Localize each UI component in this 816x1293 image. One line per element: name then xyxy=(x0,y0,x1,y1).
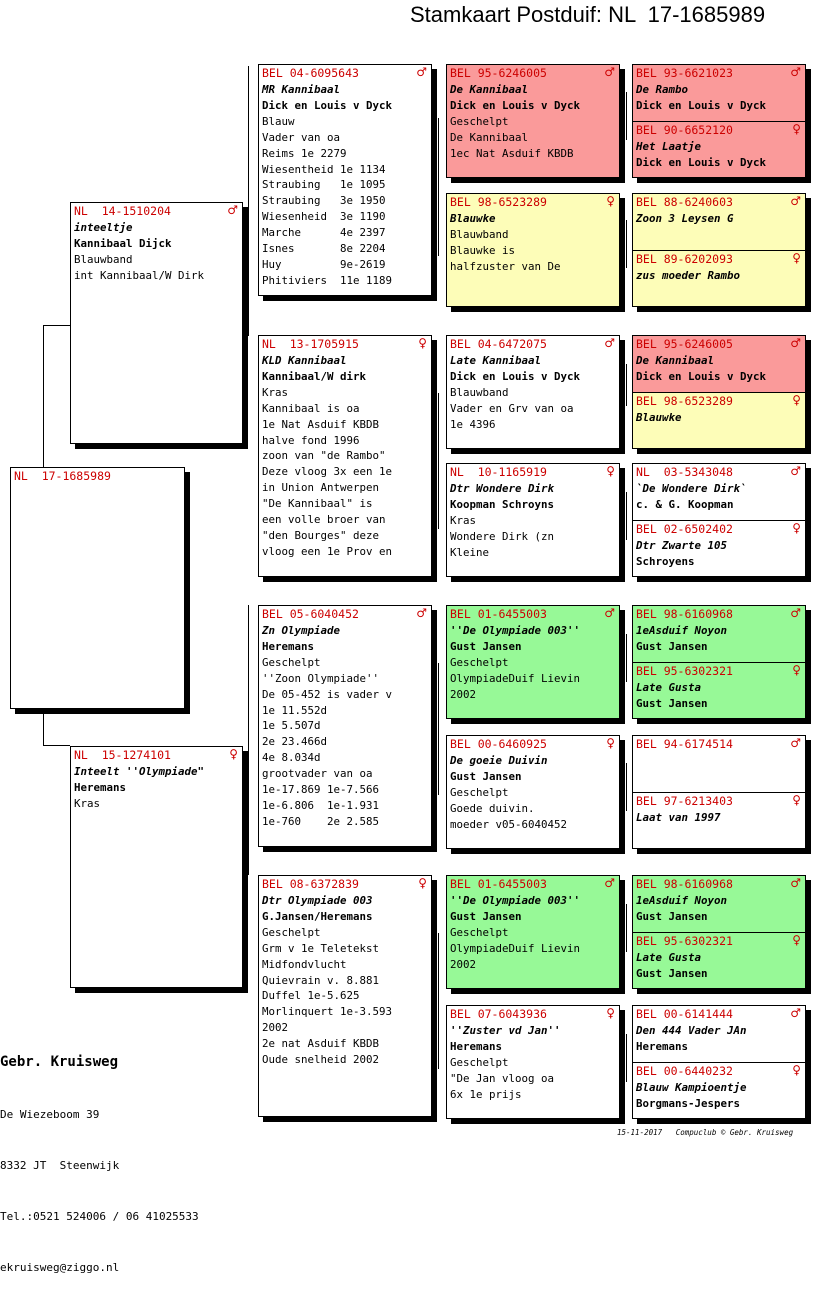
info-line: halve fond 1996 xyxy=(262,433,360,447)
info-line: Blauwke is xyxy=(450,243,516,257)
connector-line xyxy=(626,220,627,268)
info-line: Huy 9e-2619 xyxy=(262,257,386,271)
grandparent-card-2[interactable] xyxy=(258,335,432,577)
pigeon-name: `De Wondere Dirk` xyxy=(636,482,747,495)
pigeon-name: Laat van 1997 xyxy=(636,811,721,824)
pigeon-owner: Dick en Louis v Dyck xyxy=(450,98,581,112)
ring-number: BEL 95-6302321 xyxy=(636,934,733,948)
female-icon: ♀ xyxy=(606,464,615,478)
info-line: 1e-760 2e 2.585 xyxy=(262,814,380,828)
pigeon-owner: Gust Jansen xyxy=(636,909,708,923)
info-line: Geschelpt xyxy=(262,925,321,939)
pigeon-owner: Borgmans-Jespers xyxy=(636,1096,741,1110)
female-icon: ♀ xyxy=(418,876,427,890)
ring-number: NL 03-5343048 xyxy=(636,465,733,479)
great-grandparent-card-6[interactable] xyxy=(446,735,620,849)
ancestor-card[interactable] xyxy=(633,792,805,826)
pigeon-owner: Gust Jansen xyxy=(450,639,522,653)
pigeon-name: Late Kannibaal xyxy=(450,354,542,367)
info-line: 1e 5.507d xyxy=(262,719,321,733)
pigeon-owner: Dick en Louis v Dyck xyxy=(636,155,767,169)
info-line: Geschelpt xyxy=(450,655,509,669)
info-line: Blauwband xyxy=(450,227,509,241)
ancestor-card[interactable] xyxy=(633,606,805,662)
pigeon-name: 1eAsduif Noyon xyxy=(636,624,728,637)
pigeon-owner: Kannibaal Dijck xyxy=(74,236,172,250)
ring-number: BEL 08-6372839 xyxy=(262,877,359,891)
connector-line xyxy=(626,1034,627,1082)
father-card[interactable] xyxy=(70,202,243,444)
pigeon-owner: Dick en Louis v Dyck xyxy=(636,98,767,112)
ring-number: BEL 07-6043936 xyxy=(450,1007,547,1021)
info-line: 1ec Nat Asduif KBDB xyxy=(450,146,574,160)
info-line: 1e 11.552d xyxy=(262,703,328,717)
pigeon-owner: Gust Jansen xyxy=(636,696,708,710)
connector-line xyxy=(248,605,249,875)
pigeon-owner: G.Jansen/Heremans xyxy=(262,909,373,923)
great-grandparent-card-3[interactable] xyxy=(446,335,620,449)
ring-number: BEL 95-6246005 xyxy=(636,337,733,351)
info-line: Geschelpt xyxy=(450,114,509,128)
connector-line xyxy=(626,492,627,540)
male-icon: ♂ xyxy=(790,736,801,750)
female-icon: ♀ xyxy=(606,194,615,208)
info-line: Wiesentheid 1e 1134 xyxy=(262,162,386,176)
male-icon: ♂ xyxy=(790,876,801,890)
info-line: een volle broer van xyxy=(262,513,386,527)
info-line: OlympiadeDuif Lievin xyxy=(450,671,581,685)
info-line: Reims 1e 2279 xyxy=(262,146,347,160)
ring-number: BEL 95-6302321 xyxy=(636,664,733,678)
pigeon-owner: Heremans xyxy=(450,1039,503,1053)
info-line: Vader en Grv van oa xyxy=(450,401,574,415)
info-line: 1e 4396 xyxy=(450,417,496,431)
pigeon-name: Late Gusta xyxy=(636,951,702,964)
male-icon: ♂ xyxy=(604,606,615,620)
owner-name: Gebr. Kruisweg xyxy=(0,1054,119,1070)
pigeon-owner: Gust Jansen xyxy=(636,639,708,653)
info-line: ''Zoon Olympiade'' xyxy=(262,671,380,685)
ancestor-pair-1 xyxy=(632,64,806,178)
ancestor-card[interactable] xyxy=(633,932,805,982)
ancestor-card[interactable] xyxy=(633,662,805,712)
female-icon: ♀ xyxy=(792,663,801,677)
info-line: Geschelpt xyxy=(262,655,321,669)
male-icon: ♂ xyxy=(790,1006,801,1020)
pigeon-name: Blauw Kampioentje xyxy=(636,1081,747,1094)
pigeon-name: Inteelt ''Olympiade" xyxy=(74,765,205,778)
footer-credit: 15-11-2017 Compuclub © Gebr. Kruisweg xyxy=(617,1128,794,1137)
owner-address: De Wiezeboom 39 xyxy=(0,1108,100,1121)
info-line: halfzuster van De xyxy=(450,259,561,273)
pigeon-name: Late Gusta xyxy=(636,681,702,694)
female-icon: ♀ xyxy=(606,1006,615,1020)
info-line: zoon van "de Rambo" xyxy=(262,449,386,463)
info-line: Marche 4e 2397 xyxy=(262,226,386,240)
page-title: Stamkaart Postduif: NL 17-1685989 xyxy=(410,2,766,27)
pigeon-name: Blauwke xyxy=(636,411,682,424)
pigeon-name: Dtr Olympiade 003 xyxy=(262,894,373,907)
pigeon-name: De goeie Duivin xyxy=(450,754,548,767)
ring-number: BEL 88-6240603 xyxy=(636,195,733,209)
info-line: De 05-452 is vader v xyxy=(262,687,393,701)
male-icon: ♂ xyxy=(416,606,427,620)
info-line: Geschelpt xyxy=(450,925,509,939)
ring-number: BEL 04-6472075 xyxy=(450,337,547,351)
info-line: Geschelpt xyxy=(450,1055,509,1069)
great-grandparent-card-1[interactable] xyxy=(446,64,620,178)
owner-city: 8332 JT Steenwijk xyxy=(0,1159,120,1172)
female-icon: ♀ xyxy=(418,336,427,350)
ring-number: BEL 00-6141444 xyxy=(636,1007,733,1021)
owner-block xyxy=(0,1018,199,1293)
ancestor-card[interactable] xyxy=(633,250,805,284)
pigeon-name: De Kannibaal xyxy=(636,354,715,367)
info-line: Midfondvlucht xyxy=(262,957,347,971)
ancestor-card[interactable] xyxy=(633,464,805,520)
info-line: vloog een 1e Prov en xyxy=(262,544,393,558)
ancestor-card[interactable] xyxy=(633,392,805,449)
male-icon: ♂ xyxy=(790,65,801,79)
pigeon-name: Dtr Wondere Dirk xyxy=(450,482,555,495)
male-icon: ♂ xyxy=(790,606,801,620)
ring-number: BEL 01-6455003 xyxy=(450,607,547,621)
pigeon-name: Zoon 3 Leysen G xyxy=(636,212,734,225)
ring-number: BEL 90-6652120 xyxy=(636,123,733,137)
info-line: Blauwband xyxy=(450,385,509,399)
grandparent-card-3[interactable] xyxy=(258,605,432,847)
male-icon: ♂ xyxy=(604,65,615,79)
pigeon-owner: Dick en Louis v Dyck xyxy=(450,369,581,383)
ring-number: BEL 93-6621023 xyxy=(636,66,733,80)
pigeon-owner: Dick en Louis v Dyck xyxy=(636,369,767,383)
female-icon: ♀ xyxy=(792,933,801,947)
pigeon-owner: Heremans xyxy=(262,639,315,653)
connector-line xyxy=(43,745,70,746)
ring-number: BEL 98-6160968 xyxy=(636,607,733,621)
ring-number: NL 14-1510204 xyxy=(74,204,171,218)
male-icon: ♂ xyxy=(790,194,801,208)
ring-number: BEL 98-6523289 xyxy=(636,394,733,408)
female-icon: ♀ xyxy=(792,1063,801,1077)
pigeon-owner: c. & G. Koopman xyxy=(636,497,734,511)
info-line: Wondere Dirk (zn xyxy=(450,529,555,543)
ring-number: NL 10-1165919 xyxy=(450,465,547,479)
ancestor-card[interactable] xyxy=(633,1062,805,1112)
pigeon-name: Dtr Zwarte 105 xyxy=(636,539,728,552)
info-line: Kannibaal is oa xyxy=(262,401,360,415)
info-line: in Union Antwerpen xyxy=(262,481,380,495)
info-line: Straubing 1e 1095 xyxy=(262,178,386,192)
female-icon: ♀ xyxy=(792,393,801,407)
info-line: Morlinquert 1e-3.593 xyxy=(262,1005,393,1019)
pigeon-owner: Dick en Louis v Dyck xyxy=(262,98,393,112)
info-line: Kras xyxy=(74,796,101,810)
connector-line xyxy=(438,118,439,256)
pigeon-name: 1eAsduif Noyon xyxy=(636,894,728,907)
female-icon: ♀ xyxy=(792,521,801,535)
info-line: Kras xyxy=(262,385,289,399)
info-line: Grm v 1e Teletekst xyxy=(262,941,380,955)
info-line: Goede duivin. xyxy=(450,801,535,815)
female-icon: ♀ xyxy=(229,747,238,761)
ancestor-pair-7 xyxy=(632,875,806,989)
connector-line xyxy=(626,904,627,952)
info-line: Duffel 1e-5.625 xyxy=(262,989,360,1003)
pigeon-owner: Heremans xyxy=(74,780,127,794)
info-line: Wiesenheid 3e 1190 xyxy=(262,210,386,224)
info-line: 2002 xyxy=(450,687,477,701)
ancestor-pair-3 xyxy=(632,335,806,449)
pigeon-owner: Gust Jansen xyxy=(450,769,522,783)
info-line: Kras xyxy=(450,513,477,527)
info-line: 1e Nat Asduif KBDB xyxy=(262,417,380,431)
owner-phone: Tel.:0521 524006 / 06 41025533 xyxy=(0,1210,199,1223)
connector-line xyxy=(438,393,439,529)
ring-number: BEL 94-6174514 xyxy=(636,737,733,751)
info-line: Kleine xyxy=(450,545,490,559)
grandparent-card-1[interactable] xyxy=(258,64,432,296)
info-line: int Kannibaal/W Dirk xyxy=(74,268,205,282)
female-icon: ♀ xyxy=(606,736,615,750)
info-line: Quievrain v. 8.881 xyxy=(262,973,380,987)
pigeon-owner: Kannibaal/W dirk xyxy=(262,369,367,383)
pigeon-name: ''De Olympiade 003'' xyxy=(450,894,581,907)
info-line: grootvader van oa xyxy=(262,767,373,781)
pigeon-name: MR Kannibaal xyxy=(262,83,341,96)
ancestor-pair-6 xyxy=(632,735,806,849)
pigeon-name: ''Zuster vd Jan'' xyxy=(450,1024,561,1037)
info-line: 2002 xyxy=(262,1021,289,1035)
ancestor-card[interactable] xyxy=(633,1006,805,1062)
info-line: Straubing 3e 1950 xyxy=(262,194,386,208)
pigeon-name: Blauwke xyxy=(450,212,496,225)
connector-line xyxy=(626,364,627,406)
pigeon-name: KLD Kannibaal xyxy=(262,354,347,367)
male-icon: ♂ xyxy=(227,203,238,217)
pigeon-owner: Gust Jansen xyxy=(450,909,522,923)
pigeon-name: inteeltje xyxy=(74,221,133,234)
info-line: 4e 8.034d xyxy=(262,751,321,765)
ring-number: BEL 89-6202093 xyxy=(636,252,733,266)
info-line: OlympiadeDuif Lievin xyxy=(450,941,581,955)
male-icon: ♂ xyxy=(790,336,801,350)
ring-number: BEL 01-6455003 xyxy=(450,877,547,891)
pigeon-name: Het Laatje xyxy=(636,140,702,153)
info-line: 1e-17.869 1e-7.566 xyxy=(262,783,380,797)
pigeon-name: Den 444 Vader JAn xyxy=(636,1024,747,1037)
ring-number: BEL 05-6040452 xyxy=(262,607,359,621)
info-line: Isnes 8e 2204 xyxy=(262,242,386,256)
ring-number: BEL 04-6095643 xyxy=(262,66,359,80)
info-line: 1e-6.806 1e-1.931 xyxy=(262,798,380,812)
ring-number: BEL 97-6213403 xyxy=(636,794,733,808)
great-grandparent-card-8[interactable] xyxy=(446,1005,620,1119)
ancestor-card[interactable] xyxy=(633,194,805,250)
info-line: 6x 1e prijs xyxy=(450,1087,522,1101)
grandparent-card-4[interactable] xyxy=(258,875,432,1117)
pigeon-owner: Gust Jansen xyxy=(636,966,708,980)
info-line: moeder v05-6040452 xyxy=(450,817,568,831)
pigeon-name: De Kannibaal xyxy=(450,83,529,96)
female-icon: ♀ xyxy=(792,251,801,265)
subject-card[interactable] xyxy=(10,467,185,709)
female-icon: ♀ xyxy=(792,122,801,136)
ancestor-card[interactable] xyxy=(633,520,805,570)
ancestor-card[interactable] xyxy=(633,336,805,392)
info-line: 2e nat Asduif KBDB xyxy=(262,1037,380,1051)
info-line: De Kannibaal xyxy=(450,130,529,144)
great-grandparent-card-5[interactable] xyxy=(446,605,620,719)
male-icon: ♂ xyxy=(790,464,801,478)
connector-line xyxy=(438,663,439,795)
pigeon-name: zus moeder Rambo xyxy=(636,269,741,282)
info-line: Oude snelheid 2002 xyxy=(262,1053,380,1067)
ring-number: BEL 02-6502402 xyxy=(636,522,733,536)
owner-email[interactable]: ekruisweg@ziggo.nl xyxy=(0,1261,120,1274)
info-line: Geschelpt xyxy=(450,785,509,799)
ancestor-card[interactable] xyxy=(633,736,805,792)
male-icon: ♂ xyxy=(604,876,615,890)
connector-line xyxy=(626,634,627,682)
info-line: "den Bourges" deze xyxy=(262,528,380,542)
male-icon: ♂ xyxy=(604,336,615,350)
mother-card[interactable] xyxy=(70,746,243,988)
ancestor-pair-5 xyxy=(632,605,806,719)
great-grandparent-card-7[interactable] xyxy=(446,875,620,989)
pigeon-owner: Heremans xyxy=(636,1039,689,1053)
ancestor-pair-8 xyxy=(632,1005,806,1119)
pigeon-owner: Schroyens xyxy=(636,554,695,568)
ring-number: BEL 00-6460925 xyxy=(450,737,547,751)
pigeon-name: ''De Olympiade 003'' xyxy=(450,624,581,637)
info-line: Blauw xyxy=(262,114,295,128)
ring-number: BEL 95-6246005 xyxy=(450,66,547,80)
connector-line xyxy=(43,325,70,326)
male-icon: ♂ xyxy=(416,65,427,79)
info-line: 2002 xyxy=(450,957,477,971)
ring-number: BEL 00-6440232 xyxy=(636,1064,733,1078)
connector-line xyxy=(248,66,249,336)
info-line: 2e 23.466d xyxy=(262,735,328,749)
pigeon-name: Zn Olympiade xyxy=(262,624,341,637)
ancestor-card[interactable] xyxy=(633,121,805,171)
connector-line xyxy=(438,933,439,1069)
info-line: Deze vloog 3x een 1e xyxy=(262,465,393,479)
great-grandparent-card-2[interactable] xyxy=(446,193,620,307)
pigeon-owner: Koopman Schroyns xyxy=(450,497,555,511)
info-line: Blauwband xyxy=(74,252,133,266)
ancestor-card[interactable] xyxy=(633,876,805,932)
connector-line xyxy=(626,92,627,140)
info-line: Vader van oa xyxy=(262,130,341,144)
ring-number: NL 13-1705915 xyxy=(262,337,359,351)
info-line: Phitiviers 11e 1189 xyxy=(262,273,393,287)
info-line: "De Jan vloog oa xyxy=(450,1071,555,1085)
ring-number: NL 17-1685989 xyxy=(14,469,111,483)
great-grandparent-card-4[interactable] xyxy=(446,463,620,577)
connector-line xyxy=(626,763,627,811)
ring-number: NL 15-1274101 xyxy=(74,748,171,762)
ring-number: BEL 98-6160968 xyxy=(636,877,733,891)
info-line: "De Kannibaal" is xyxy=(262,497,373,511)
ancestor-pair-2 xyxy=(632,193,806,307)
pigeon-name: De Rambo xyxy=(636,83,689,96)
ancestor-pair-4 xyxy=(632,463,806,577)
female-icon: ♀ xyxy=(792,793,801,807)
ring-number: BEL 98-6523289 xyxy=(450,195,547,209)
ancestor-card[interactable] xyxy=(633,65,805,121)
